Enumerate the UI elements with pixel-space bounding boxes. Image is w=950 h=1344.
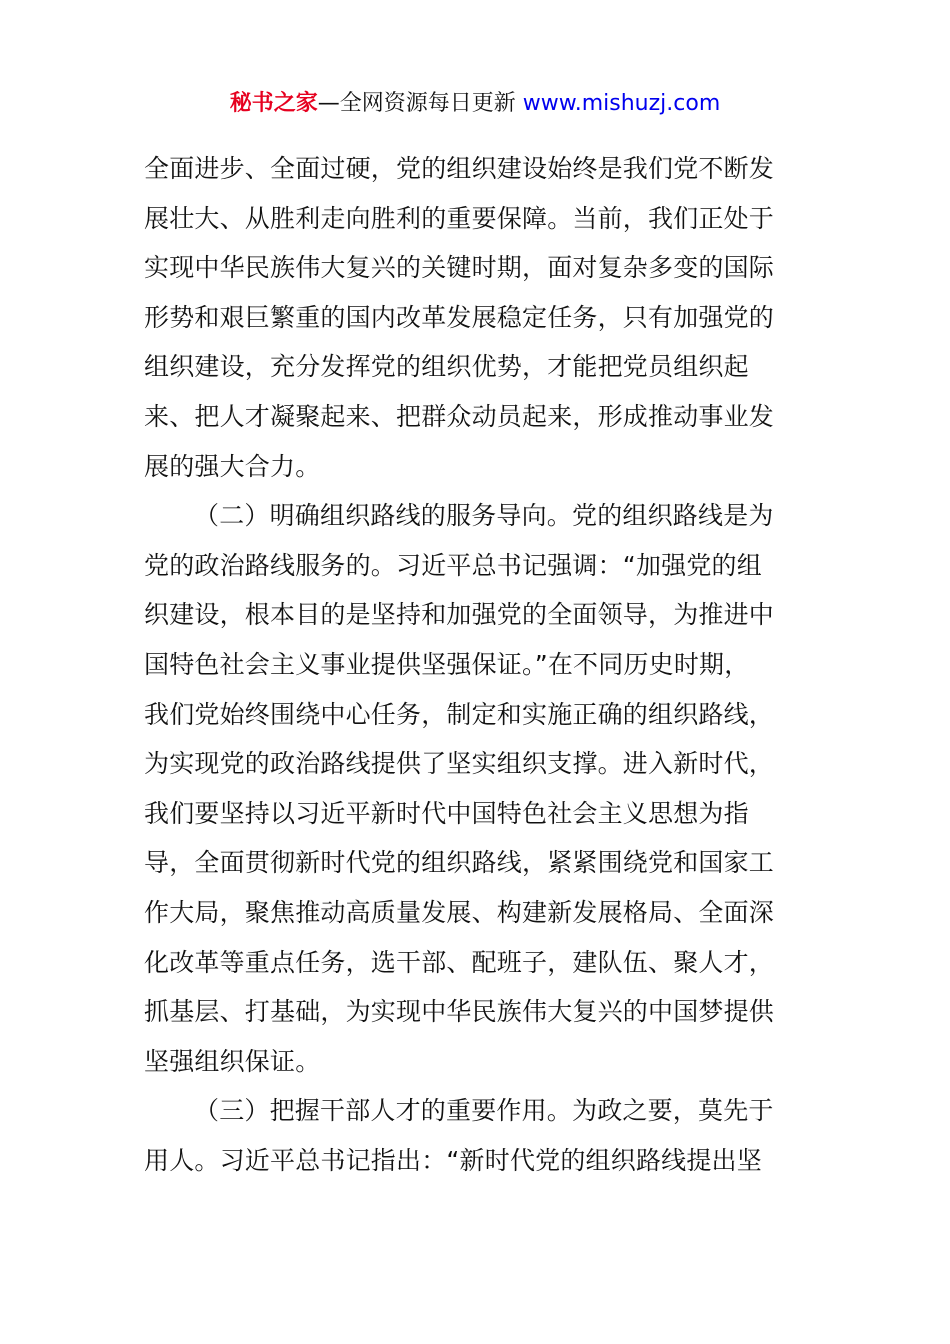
text-line: 织建设，根本目的是坚持和加强党的全面领导，为推进中 [144,600,775,630]
text-line: 全面进步、全面过硬，党的组织建设始终是我们党不断发 [144,154,775,183]
text-line: 用人。习近平总书记指出：“新时代党的组织路线提出坚 [144,1145,762,1175]
section-heading-line: （二）明确组织路线的服务导向。党的组织路线是为 [194,501,774,531]
text-line: 组织建设，充分发挥党的组织优势，才能把党员组织起 [144,352,749,382]
text-line: 作大局，聚焦推动高质量发展、构建新发展格局、全面深 [144,897,775,927]
text-line: 展壮大、从胜利走向胜利的重要保障。当前，我们正处于 [144,203,775,233]
text-line: 我们党始终围绕中心任务，制定和实施正确的组织路线， [144,699,775,729]
text-line: 来、把人才凝聚起来、把群众动员起来，形成推动事业发 [144,401,775,431]
text-line: 我们要坚持以习近平新时代中国特色社会主义思想为指 [144,798,749,828]
text-line: 国特色社会主义事业提供坚强保证。”在不同历史时期， [144,649,750,679]
text-line: 化改革等重点任务，选干部、配班子，建队伍、聚人才， [144,947,775,977]
text-line: 实现中华民族伟大复兴的关键时期，面对复杂多变的国际 [144,253,775,283]
text-line: 形势和艰巨繁重的国内改革发展稳定任务，只有加强党的 [144,302,775,332]
header-tagline: —全网资源每日更新 [317,91,523,116]
text-line: 坚强组织保证。 [144,1046,321,1076]
header-url-link[interactable]: www.mishuzj.com [522,91,721,116]
text-line: 展的强大合力。 [144,451,321,481]
text-line: 为实现党的政治路线提供了坚实组织支撑。进入新时代， [144,749,775,779]
page-header [0,88,950,120]
text-line: 党的政治路线服务的。习近平总书记强调：“加强党的组 [144,550,762,580]
text-line: 导，全面贯彻新时代党的组织路线，紧紧围绕党和国家工 [144,848,775,878]
body-text [144,144,808,1185]
header-brand: 秘书之家 [229,91,318,116]
text-line: 抓基层、打基础，为实现中华民族伟大复兴的中国梦提供 [144,997,775,1027]
section-heading-line: （三）把握干部人才的重要作用。为政之要，莫先于 [194,1096,774,1126]
